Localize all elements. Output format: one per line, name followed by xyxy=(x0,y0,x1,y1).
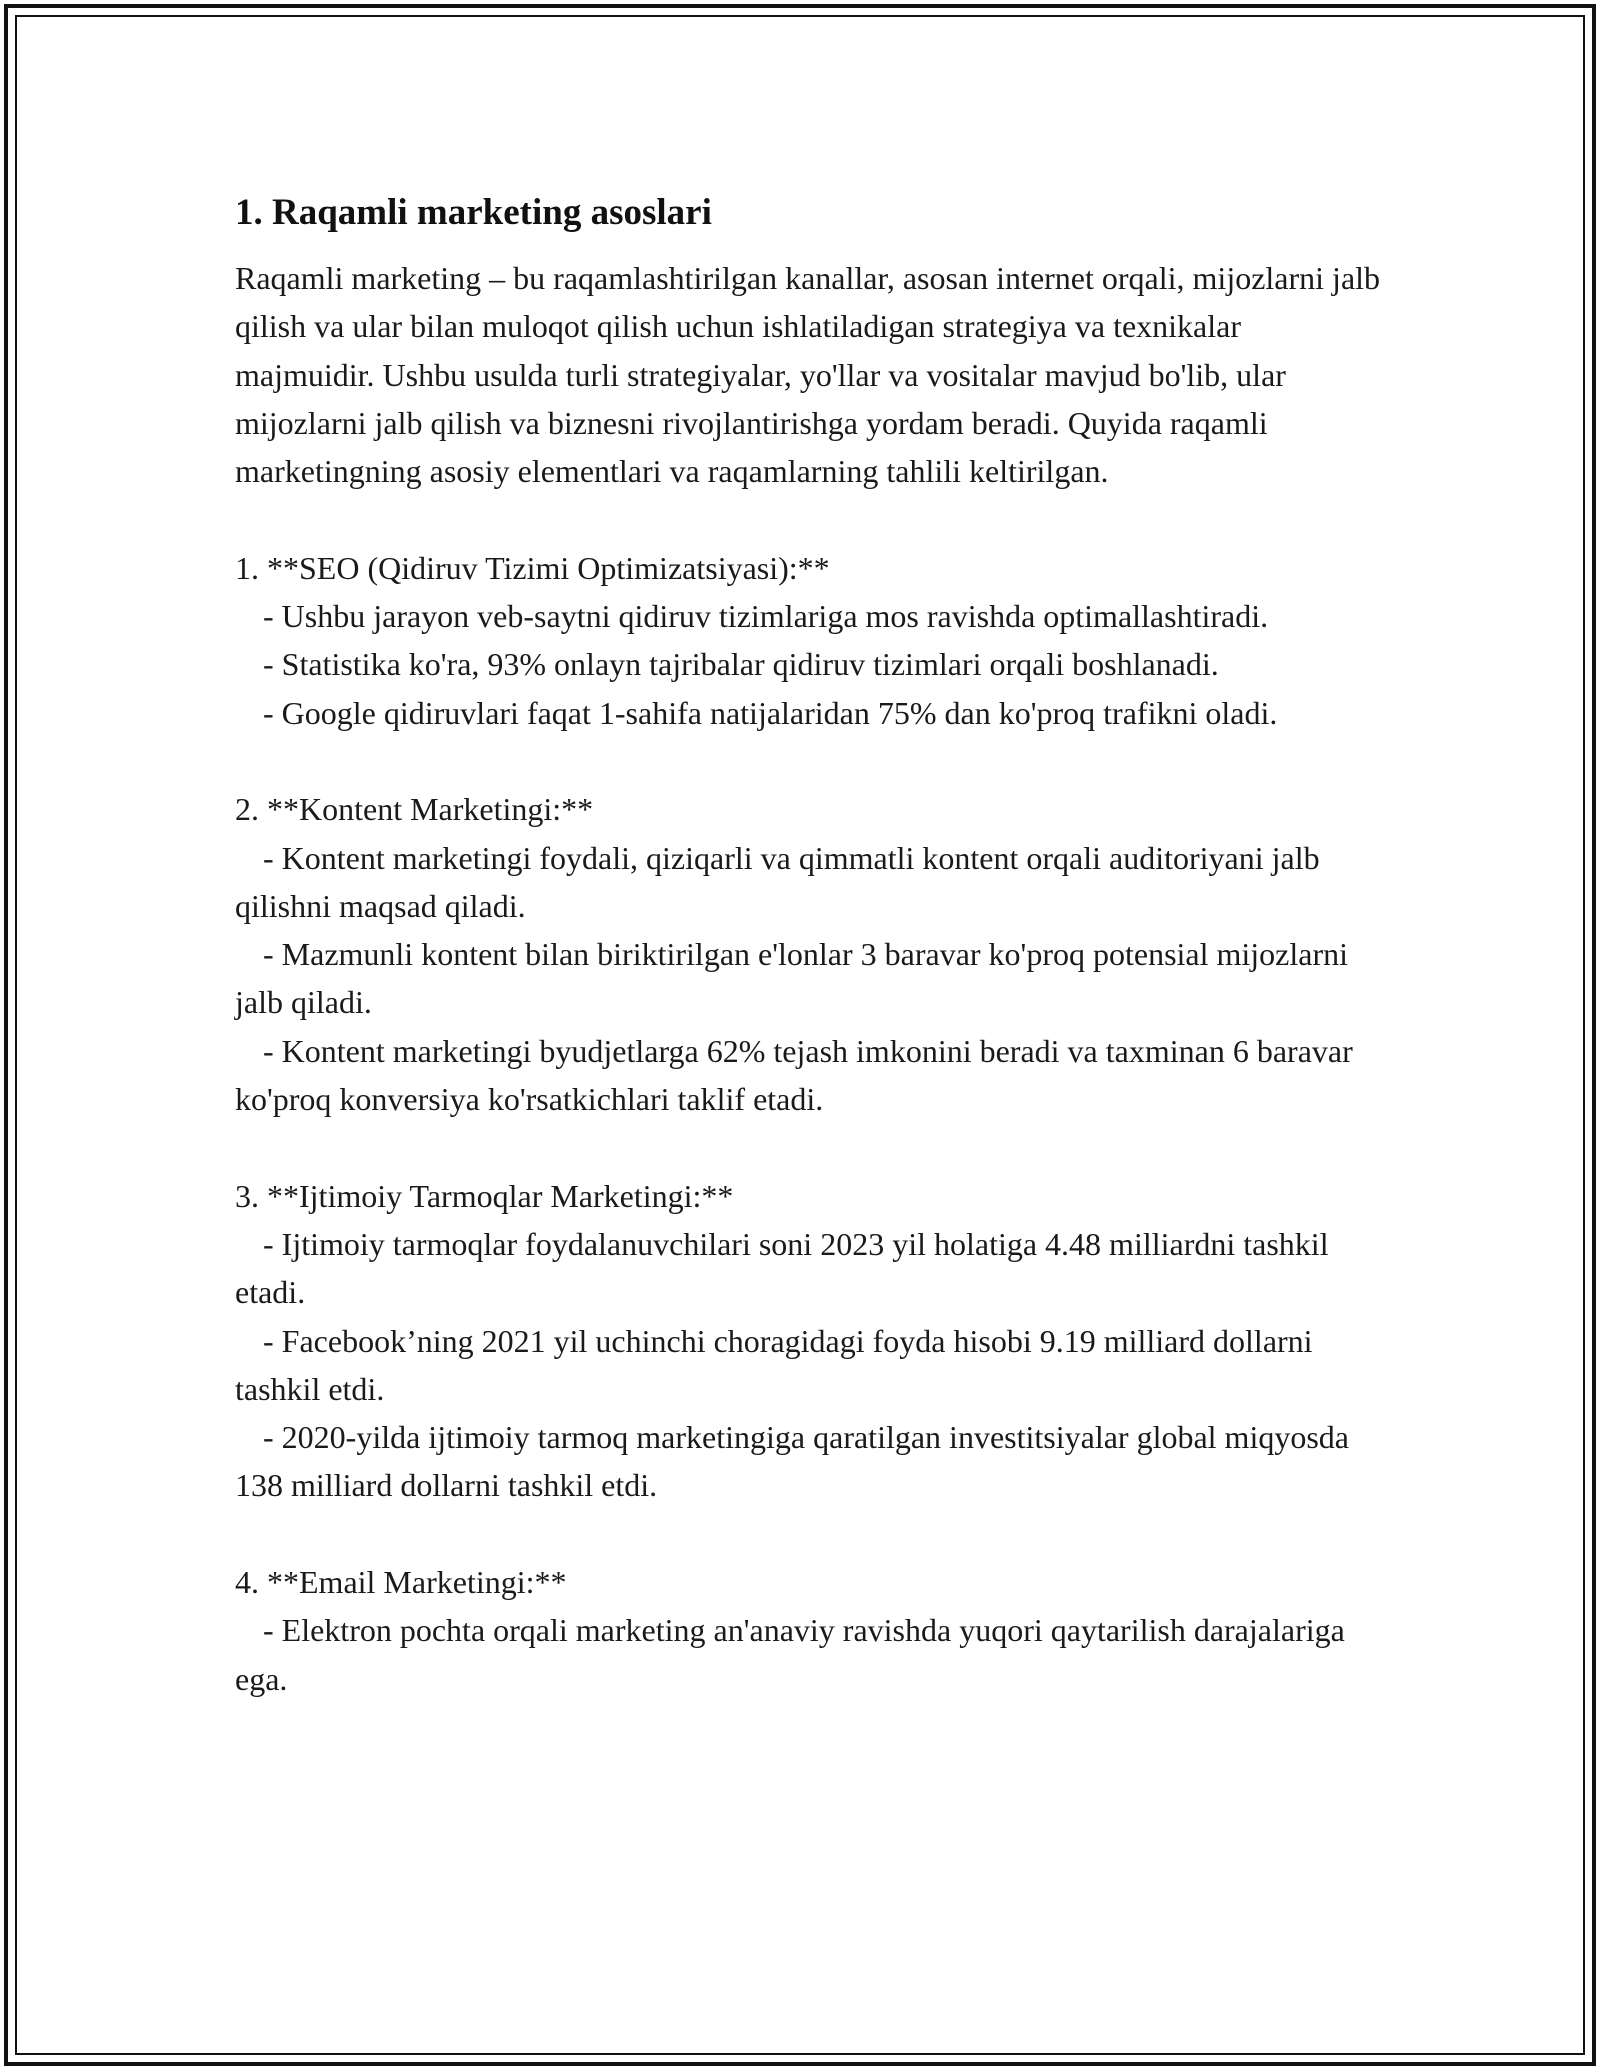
bullet-text: - Ijtimoiy tarmoqlar foydalanuvchilari soni 2023 yil holatiga 4.48 milliardni tashkil etadi. xyxy=(235,1225,1329,1311)
spacer xyxy=(235,495,1385,543)
spacer xyxy=(235,1123,1385,1171)
list-item-seo xyxy=(235,544,1385,737)
bullet-item xyxy=(235,1317,1385,1414)
intro-paragraph: Raqamli marketing – bu raqamlashtirilgan kanallar, asosan internet orqali, mijozlarni jalb qilish va ular bilan muloqot qilish uchun ishlatiladigan strategiya va texnikalar majmuidir. Ushbu usulda turli strategiyalar, yo'llar va vositalar mavjud bo'lib, ular mijozlarni jalb qilish va biznesni rivojlantirishga yordam beradi. Quyida raqamli marketingning asosiy elementlari va raqamlarning tahlili keltirilgan. xyxy=(235,260,1389,490)
list-item-content-marketing xyxy=(235,785,1385,1123)
bullet-item xyxy=(235,930,1385,1027)
spacer xyxy=(235,1510,1385,1558)
bullet-text: - Facebook’ning 2021 yil uchinchi choragidagi foyda hisobi 9.19 milliard dollarni tashkil etdi. xyxy=(235,1322,1313,1407)
bullet-item xyxy=(235,1220,1385,1317)
bullet-text: - Mazmunli kontent bilan biriktirilgan e'lonlar 3 baravar ko'proq potensial mijozlarni jalb qiladi. xyxy=(235,936,1349,1021)
bullet-text: - Statistika ko'ra, 93% onlayn tajribalar qidiruv tizimlari orqali boshlanadi. xyxy=(263,646,1219,683)
bullet-text: - Ushbu jarayon veb-saytni qidiruv tizimlariga mos ravishda optimallashtiradi. xyxy=(263,598,1269,635)
bullet-text: - Google qidiruvlari faqat 1-sahifa natijalaridan 75% dan ko'proq trafikni oladi. xyxy=(263,694,1278,731)
list-item-title: 1. **SEO (Qidiruv Tizimi Optimizatsiyasi):** xyxy=(235,549,830,586)
bullet-item xyxy=(235,689,1385,737)
spacer xyxy=(235,737,1385,785)
document-body xyxy=(235,186,1389,1703)
bullet-text: - Kontent marketingi byudjetlarga 62% tejash imkonini beradi va taxminan 6 baravar ko'proq konversiya ko'rsatkichlari taklif etadi. xyxy=(235,1032,1353,1118)
list-item-title: 2. **Kontent Marketingi:** xyxy=(235,791,594,828)
bullet-item xyxy=(235,1606,1385,1703)
bullet-item xyxy=(235,1413,1385,1510)
list-item-title: 3. **Ijtimoiy Tarmoqlar Marketingi:** xyxy=(235,1177,734,1214)
list-item-social-media xyxy=(235,1172,1385,1510)
bullet-text: - Kontent marketingi foydali, qiziqarli va qimmatli kontent orqali auditoriyani jalb qilishni maqsad qiladi. xyxy=(235,839,1320,924)
list-item-title: 4. **Email Marketingi:** xyxy=(235,1564,567,1601)
bullet-item xyxy=(235,640,1385,688)
bullet-item xyxy=(235,834,1385,931)
list-item-email-marketing xyxy=(235,1558,1385,1703)
bullet-text: - Elektron pochta orqali marketing an'anaviy ravishda yuqori qaytarilish darajalariga ega. xyxy=(235,1612,1345,1697)
bullet-item xyxy=(235,592,1385,640)
bullet-text: - 2020-yilda ijtimoiy tarmoq marketingiga qaratilgan investitsiyalar global miqyosda 138 milliard dollarni tashkil etdi. xyxy=(235,1419,1349,1504)
bullet-item xyxy=(235,1027,1385,1124)
section-heading: 1. Raqamli marketing asoslari xyxy=(235,192,712,233)
